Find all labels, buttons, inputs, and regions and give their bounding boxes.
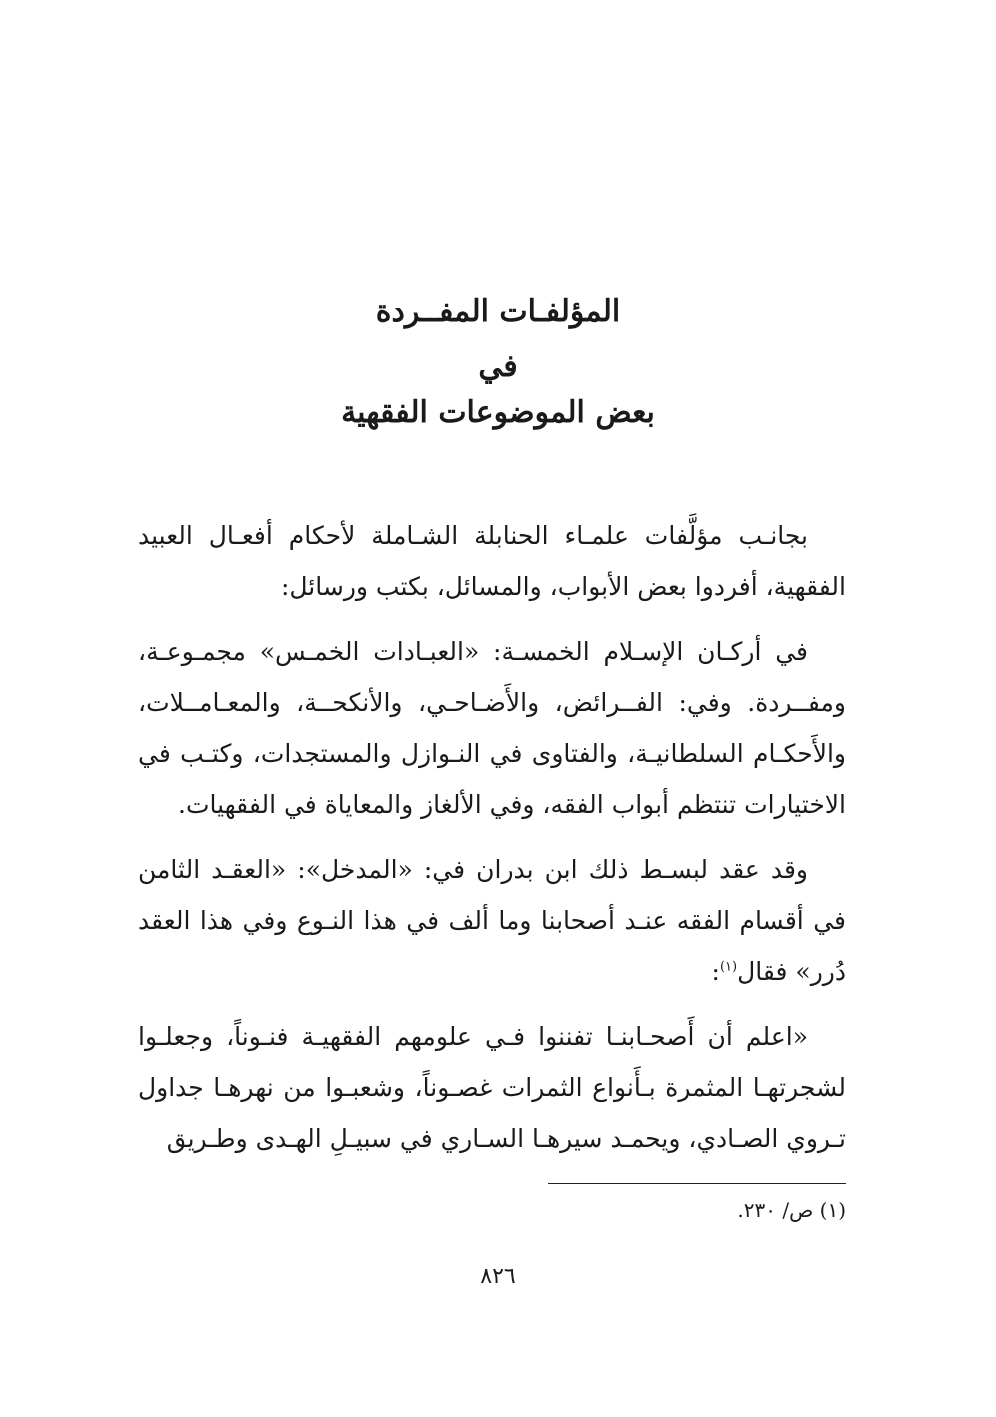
page-number: ٨٢٦ [480, 1264, 516, 1289]
paragraph-1: بجانـب مؤلَّفات علمـاء الحنابلة الشـاملة لأحكام أفعـال العبيد الفقهية، أفردوا بعض الأبواب، والمسائل، بكتب ورسائل: [138, 521, 846, 601]
footnote-marker[interactable]: (١) [719, 959, 738, 975]
chapter-title-line-3: بعض الموضوعات الفقهية [341, 395, 655, 430]
body-text [138, 510, 846, 1164]
paragraph-4: «اعلم أن أَصحـابنـا تفننوا فـي علومهم الفقهيـة فنـوناً، وجعلـوا لشجرتهـا المثمرة بـأَنواع الثمرات غصـوناً، وشعبـوا من نهرهـا جداول تـروي الصـادي، ويحمـد سيرهـا السـاري في سبيـلِ الهـدى وطـريق [138, 1022, 846, 1153]
paragraph-3-end: : [711, 957, 720, 986]
paragraph-2: في أركـان الإسـلام الخمسـة: «العبـادات الخمـس» مجمـوعـة، ومفــردة. وفي: الفــرائض، والأَضـاحـي، والأنكحــة، والمعـامــلات، والأَحكـام السلطانيـة، والفتاوى في النـوازل والمستجدات، وكتـب في الاختيارات تنتظم أبواب الفقه، وفي الألغاز والمعاياة في الفقهيات. [138, 637, 846, 819]
paragraph-3 [138, 844, 846, 997]
paragraph-3-text: وقد عقد لبسـط ذلك ابن بدران في: «المدخل»: «العقـد الثامن في أقسام الفقه عنـد أصحابنا وما ألف في هذا النـوع وفي هذا العقد دُرر» فقال [138, 855, 846, 986]
footnote-divider [548, 1183, 846, 1184]
footnote: (١) ص/ ٢٣٠. [737, 1198, 846, 1222]
chapter-title-line-2: في [478, 349, 518, 384]
chapter-title-line-1: المؤلفـات المفــردة [375, 294, 621, 329]
